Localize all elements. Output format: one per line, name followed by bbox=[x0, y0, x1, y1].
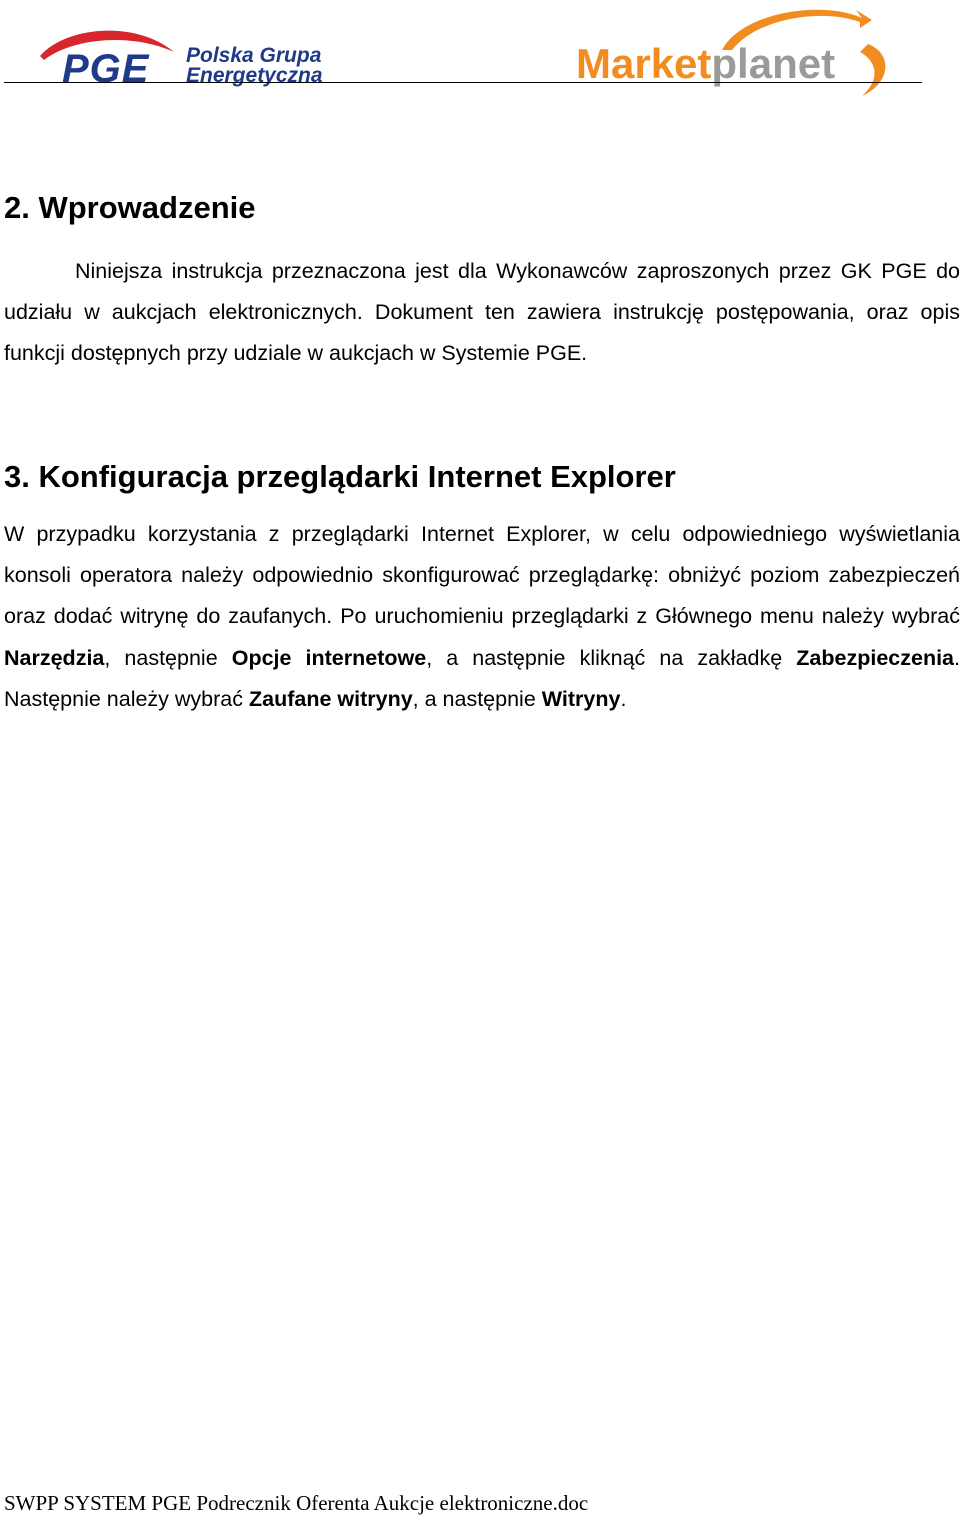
header-rule bbox=[4, 82, 922, 83]
sites-button-label: Witryny bbox=[541, 686, 621, 711]
marketplanet-arrow-icon bbox=[860, 44, 885, 96]
section-2-heading: 2. Wprowadzenie bbox=[4, 190, 256, 225]
pge-mark: PGE bbox=[62, 47, 150, 88]
internet-options-label: Opcje internetowe bbox=[231, 645, 427, 670]
pge-name-line2: Energetyczna bbox=[186, 64, 323, 87]
section-3-text: , a następnie kliknąć na zakładkę bbox=[426, 645, 797, 670]
marketplanet-logo bbox=[572, 4, 902, 100]
section-3-text: , a następnie bbox=[412, 686, 542, 711]
trusted-sites-label: Zaufane witryny bbox=[248, 686, 413, 711]
section-3-text: , następnie bbox=[104, 645, 232, 670]
section-2-paragraph: Niniejsza instrukcja przeznaczona jest dla Wykonawców zaproszonych przez GK PGE do udziału w aukcjach elektronicznych. Dokument ten zawiera instrukcję postępowania, oraz opis funkcji dostępnych przy udziale w aukcjach w Systemie PGE. bbox=[4, 259, 960, 366]
pge-logo bbox=[36, 22, 326, 88]
section-3-text: . bbox=[620, 686, 627, 711]
svg-text:Marketplanet bbox=[576, 40, 835, 87]
section-3-paragraph bbox=[4, 514, 960, 720]
security-tab-label: Zabezpieczenia bbox=[796, 645, 955, 670]
section-3-heading: 3. Konfiguracja przeglądarki Internet Explorer bbox=[4, 459, 676, 494]
page-footer: SWPP SYSTEM PGE Podrecznik Oferenta Aukcje elektroniczne.doc bbox=[4, 1491, 589, 1515]
pge-name-line1: Polska Grupa bbox=[186, 44, 322, 67]
menu-tools-label: Narzędzia bbox=[4, 645, 105, 670]
section-3-text: . Następnie należy wybrać bbox=[4, 645, 960, 711]
page-header bbox=[0, 0, 960, 100]
marketplanet-word-planet: planet bbox=[711, 40, 836, 87]
marketplanet-word-market: Market bbox=[576, 40, 712, 87]
section-3-text: W przypadku korzystania z przeglądarki Internet Explorer, w celu odpowiedniego wyświetlania konsoli operatora należy odpowiednio skonfigurować przeglądarkę: obniżyć poziom zabezpieczeń oraz dodać witrynę do zaufanych. Po uruchomieniu przeglądarki z Głównego menu należy wybrać bbox=[4, 522, 960, 629]
